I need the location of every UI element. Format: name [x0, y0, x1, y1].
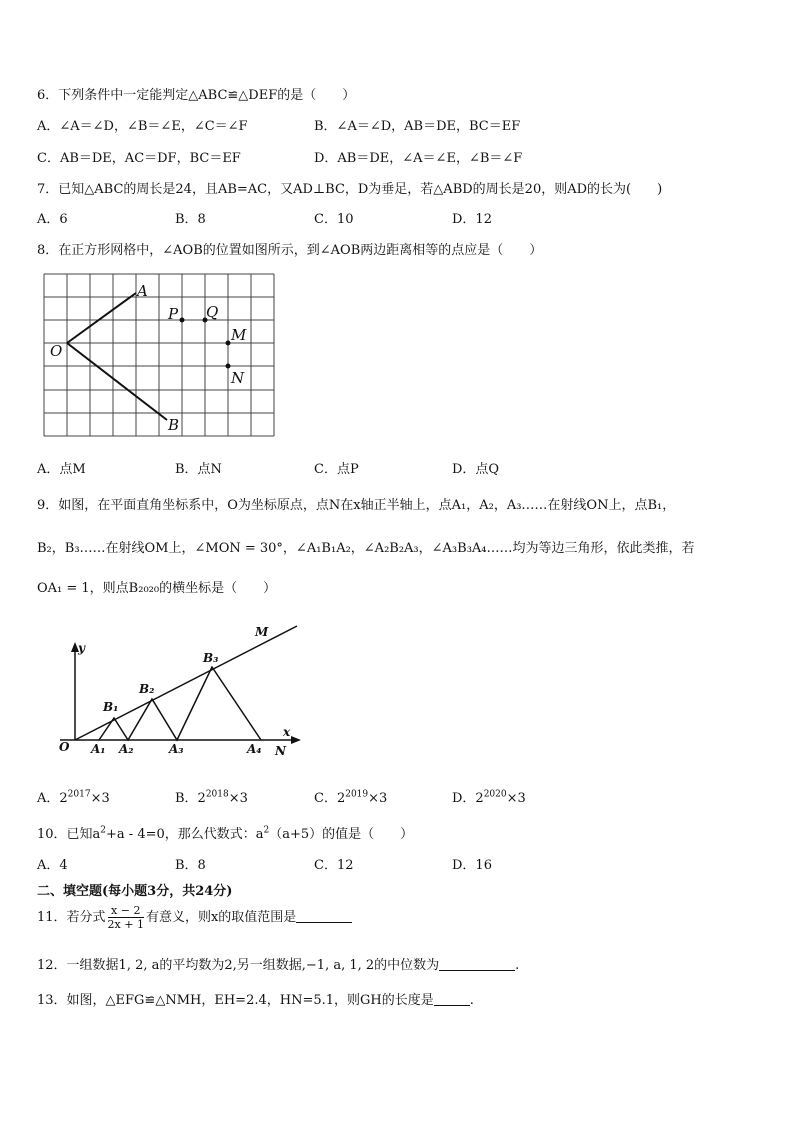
q10-option-d[interactable]: D．16: [452, 858, 492, 873]
ray-oa: [67, 293, 136, 343]
q12-answer-blank[interactable]: [439, 958, 515, 971]
q12-stem: 12．一组数据1, 2, a的平均数为2,另一组数据,−1, a, 1, 2的中位数为 .: [37, 958, 520, 973]
q6-option-c[interactable]: C．AB＝DE，AC＝DF，BC＝EF: [37, 151, 241, 166]
q10-option-b[interactable]: B．8: [175, 858, 206, 873]
grid-lines: [44, 274, 274, 436]
q6-option-b[interactable]: B．∠A＝∠D，AB＝DE，BC＝EF: [314, 119, 521, 134]
q9-line2: B₂，B₃……在射线OM上，∠MON = 30°，∠A₁B₁A₂，∠A₂B₂A₃，∠A₃B₃A₄……均为等边三角形，依此类推，若: [37, 541, 695, 556]
q13-answer-blank[interactable]: [434, 993, 470, 1006]
point-p: [180, 318, 185, 323]
label-b1: B₁: [103, 700, 119, 714]
q7-option-b[interactable]: B．8: [175, 212, 206, 227]
q9-coordinate-figure: [55, 618, 305, 763]
q6-stem: 6．下列条件中一定能判定△ABC≌△DEF的是（ ）: [37, 88, 356, 103]
q8-option-a[interactable]: A．点M: [37, 462, 86, 477]
q9-line1: 9．如图，在平面直角坐标系中，O为坐标原点，点N在x轴正半轴上，点A₁，A₂，A₃……在射线ON上，点B₁，: [37, 498, 676, 513]
q11-fraction: $\frac{x - 2}{2x + 1}$: [107, 904, 144, 931]
label-q: Q: [206, 303, 219, 321]
label-b: B: [168, 416, 180, 434]
q9-option-b[interactable]: B．$2^{2018}\times 3$: [175, 789, 248, 806]
q10-stem: 10．已知$a^2+a - 4=0$，那么代数式：$a^2(a+5)$的值是（ ）: [37, 825, 414, 842]
label-p: P: [168, 305, 179, 323]
point-m: [226, 341, 231, 346]
q7-option-c[interactable]: C．10: [314, 212, 354, 227]
q13-stem: 13．如图，△EFG≌△NMH，EH=2.4，HN=5.1，则GH的长度是 .: [37, 993, 474, 1008]
q11-stem: 11．若分式 $\frac{x - 2}{2x + 1}$ 有意义，则x的取值范围是: [37, 904, 352, 931]
x-axis-arrow-icon: [291, 736, 301, 744]
q6-option-d[interactable]: D．AB＝DE，∠A＝∠E，∠B＝∠F: [314, 151, 523, 166]
label-o: O: [50, 342, 63, 360]
q7-stem: 7．已知△ABC的周长是24，且AB=AC，又AD⊥BC，D为垂足，若△ABD的周长是20，则AD的长为( ): [37, 182, 663, 197]
label-a: A: [137, 282, 148, 300]
label-o: O: [59, 740, 70, 754]
label-m: M: [255, 625, 269, 639]
label-n: N: [275, 744, 286, 758]
q8-stem: 8．在正方形网格中，∠AOB的位置如图所示，到∠AOB两边距离相等的点应是（ ）: [37, 243, 543, 258]
q11-answer-blank[interactable]: [296, 910, 352, 923]
section-title-fill-in: 二、填空题(每小题3分，共24分): [37, 884, 233, 899]
label-a1: A₁: [91, 742, 106, 756]
q8-option-d[interactable]: D．点Q: [452, 462, 500, 477]
label-y: y: [78, 641, 85, 655]
label-a4: A₄: [247, 742, 262, 756]
q7-option-a[interactable]: A．6: [37, 212, 68, 227]
triangle-chain: [99, 667, 261, 740]
label-n: N: [231, 369, 245, 387]
label-b2: B₂: [139, 682, 155, 696]
q8-option-b[interactable]: B．点N: [175, 462, 222, 477]
q8-option-c[interactable]: C．点P: [314, 462, 359, 477]
q7-option-d[interactable]: D．12: [452, 212, 492, 227]
q9-option-c[interactable]: C．$2^{2019}\times 3$: [314, 789, 388, 806]
label-m: M: [231, 326, 247, 344]
point-n: [226, 364, 231, 369]
q9-line3: OA₁ = 1，则点B₂₀₂₀的横坐标是（ ）: [37, 581, 277, 596]
q9-option-d[interactable]: D．$2^{2020}\times 3$: [452, 789, 526, 806]
label-a2: A₂: [119, 742, 134, 756]
ray-ob: [67, 343, 167, 420]
q9-option-a[interactable]: A．$2^{2017}\times 3$: [37, 789, 110, 806]
q10-option-a[interactable]: A．4: [37, 858, 68, 873]
label-a3: A₃: [169, 742, 184, 756]
q10-option-c[interactable]: C．12: [314, 858, 354, 873]
q8-grid-figure: [40, 270, 280, 440]
q6-option-a[interactable]: A．∠A＝∠D，∠B＝∠E，∠C＝∠F: [37, 119, 248, 134]
label-b3: B₃: [203, 651, 219, 665]
label-x: x: [283, 725, 291, 739]
